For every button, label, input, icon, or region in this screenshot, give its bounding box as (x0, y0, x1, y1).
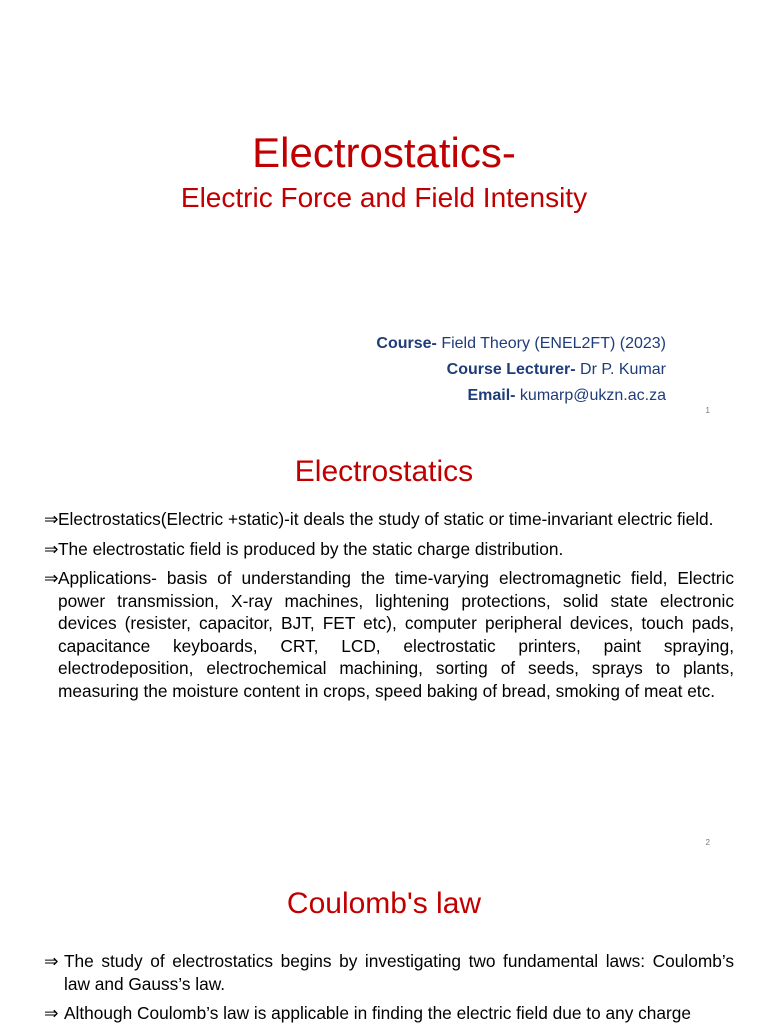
arrow-icon: ⇒ (44, 568, 59, 588)
bullet-list (44, 950, 734, 1024)
list-item (44, 567, 734, 702)
slide-title: Electrostatics (294, 455, 474, 488)
bullet-text: The study of electrostatics begins by investigating two fundamental laws: Coulomb’s law and Gauss’s law. (64, 951, 734, 994)
lecturer-value: Dr P. Kumar (575, 361, 666, 378)
arrow-icon: ⇒ (44, 509, 59, 529)
bullet-text: Although Coulomb’s law is applicable in finding the electric field due to any charge (64, 1003, 691, 1023)
list-item (44, 950, 734, 995)
list-item (44, 538, 734, 561)
email-label: Email- (467, 387, 516, 404)
page-number: 2 (705, 838, 710, 847)
course-info (376, 331, 666, 409)
slide-2 (0, 432, 768, 864)
course-value: Field Theory (ENEL2FT) (2023) (436, 335, 666, 352)
email-value: kumarp@ukzn.ac.za (515, 387, 666, 404)
slide-1 (0, 0, 768, 432)
lecturer-label: Course Lecturer- (446, 361, 576, 378)
bullet-text: Electrostatics(Electric +static)-it deals the study of static or time-invariant electric field. (58, 509, 714, 529)
arrow-icon: ⇒ (44, 951, 59, 971)
bullet-text: The electrostatic field is produced by the static charge distribution. (58, 538, 564, 559)
bullet-text: Applications- basis of understanding the time-varying electromagnetic field, Electric power transmission, X-ray machines, lightening protections, solid state electronic devices (resister, capacitor, BJT, FET etc), computer peripheral devices, touch pads, capacitance keyboards, CRT, LCD, electrostatic printers, paint spraying, electrodeposition, electrochemical machining, sorting of seeds, sprays to plants, measuring the moisture content in crops, speed baking of bread, smoking of meat etc. (58, 568, 734, 701)
course-line (376, 331, 666, 357)
list-item (44, 1002, 734, 1024)
arrow-icon: ⇒ (44, 1003, 59, 1023)
lecturer-line (376, 357, 666, 383)
bullet-list (44, 508, 734, 709)
slide-title: Electrostatics- (252, 129, 516, 176)
page-number: 1 (705, 406, 710, 415)
list-item (44, 508, 734, 531)
arrow-icon: ⇒ (44, 538, 59, 559)
slide-title: Coulomb's law (286, 887, 482, 920)
slide-subtitle: Electric Force and Field Intensity (180, 182, 588, 213)
course-label: Course- (376, 335, 437, 352)
slide-3 (0, 864, 768, 1024)
email-line (376, 383, 666, 409)
